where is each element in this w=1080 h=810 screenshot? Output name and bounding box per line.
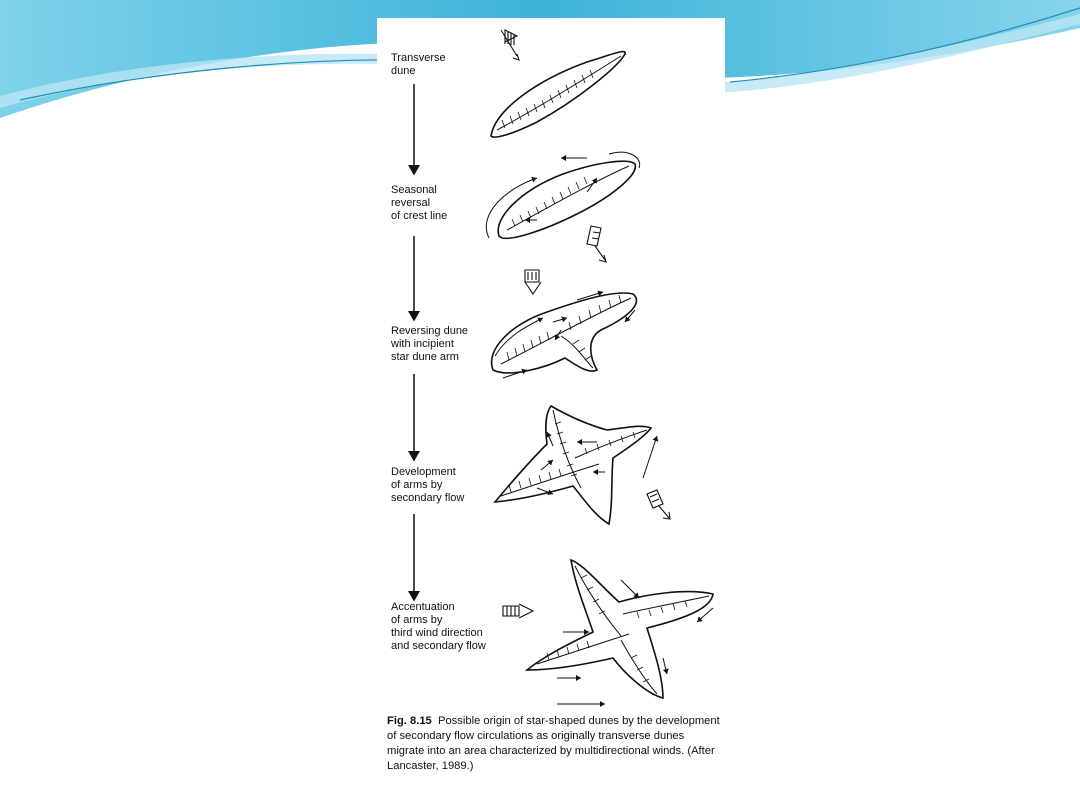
- figure-panel: [377, 18, 725, 790]
- stage-label-seasonal-reversal: Seasonal reversal of crest line: [391, 184, 448, 222]
- star-dune: [527, 560, 713, 704]
- caption-text: Possible origin of star-shaped dunes by the development of secondary flow circulations as originally transverse dunes migrate into an area characterized by multidirectional winds. (After Lancaster, 1989.): [387, 715, 720, 772]
- transverse-dune: [491, 52, 625, 137]
- stage-label-development-of-arms: Development of arms by secondary flow: [391, 466, 465, 504]
- wind-arrow-5: [503, 604, 533, 618]
- reversal-dune: [486, 152, 639, 238]
- figure-caption: [387, 714, 723, 774]
- stage-label-transverse-dune: Transverse dune: [391, 52, 446, 77]
- wind-arrow-1: [501, 30, 519, 60]
- wind-arrow-3: [525, 270, 541, 294]
- stage-label-reversing-dune: Reversing dune with incipient star dune arm: [391, 325, 469, 363]
- developing-star-dune: [495, 406, 657, 524]
- reversing-dune: [492, 292, 637, 378]
- wind-arrow-4: [647, 490, 670, 519]
- dune-evolution-diagram: [377, 18, 725, 790]
- figure-number: Fig. 8.15: [387, 715, 432, 727]
- stage-label-accentuation-of-arms: Accentuation of arms by third wind direction and secondary flow: [391, 601, 486, 652]
- wind-arrow-2: [587, 226, 606, 262]
